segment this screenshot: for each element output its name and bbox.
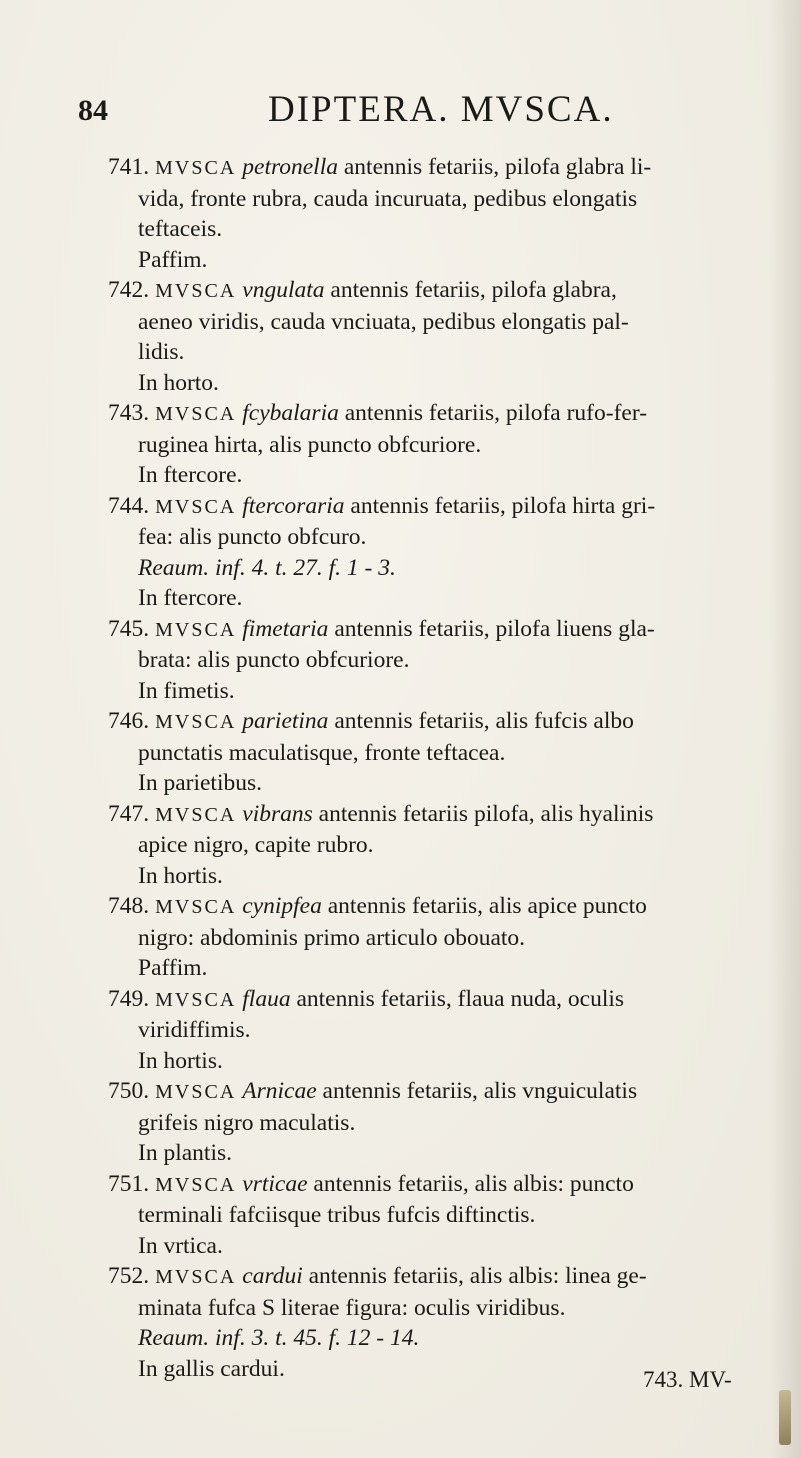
- habitat: In ftercore.: [138, 585, 243, 611]
- entry-first-line: [108, 1261, 773, 1293]
- habitat: In gallis cardui.: [138, 1355, 285, 1382]
- page-number: 84: [78, 94, 108, 127]
- entry-number: 752.: [108, 1263, 150, 1289]
- habitat: In hortis.: [138, 1047, 223, 1074]
- entry-number: 745.: [108, 615, 150, 642]
- genus-name: MVSCA: [155, 403, 237, 425]
- habitat: In plantis.: [138, 1140, 232, 1166]
- species-name: petronella: [242, 154, 338, 180]
- description-text: antennis fetariis, pilofa hirta gri-: [350, 492, 656, 519]
- habitat: In horto.: [138, 369, 219, 396]
- description-line: apice nigro, capite rubro.: [138, 832, 374, 858]
- genus-name: MVSCA: [155, 1173, 237, 1196]
- entry-number: 746.: [108, 708, 150, 734]
- habitat: In vrtica.: [138, 1232, 223, 1259]
- species-name: vngulata: [242, 277, 325, 303]
- genus-name: MVSCA: [155, 988, 237, 1011]
- genus-name: MVSCA: [155, 618, 237, 641]
- species-entry: [108, 1169, 773, 1262]
- species-name: cynipfea: [242, 893, 322, 919]
- entry-first-line: [108, 1169, 773, 1201]
- species-entry: [108, 984, 773, 1077]
- genus-name: MVSCA: [155, 157, 237, 179]
- entry-number: 744.: [108, 492, 150, 519]
- page-edge-mark: [779, 1390, 791, 1445]
- species-name: Arnicae: [242, 1078, 317, 1104]
- entry-number: 747.: [108, 800, 150, 827]
- genus-name: MVSCA: [155, 711, 237, 733]
- habitat: In fimetis.: [138, 677, 235, 704]
- entry-number: 751.: [108, 1170, 150, 1197]
- entry-first-line: [108, 152, 773, 184]
- species-name: cardui: [242, 1263, 303, 1289]
- entry-number: 741.: [108, 154, 150, 180]
- genus-name: MVSCA: [155, 803, 237, 826]
- description-text: antennis fetariis, pilofa rufo-fer-: [344, 400, 648, 426]
- entry-number: 748.: [108, 893, 150, 919]
- species-entry: [108, 614, 773, 707]
- species-entry: [108, 275, 773, 398]
- habitat: In ftercore.: [138, 462, 243, 488]
- description-line: teftaceis.: [138, 216, 223, 242]
- description-text: antennis fetariis, pilofa liuens gla-: [334, 615, 655, 642]
- entry-first-line: [108, 891, 773, 923]
- description-text: antennis fetariis, alis vnguiculatis: [322, 1078, 638, 1104]
- species-entries: [108, 152, 773, 1384]
- entry-first-line: [108, 799, 773, 831]
- entry-first-line: [108, 706, 773, 738]
- species-entry: [108, 491, 773, 614]
- entry-number: 742.: [108, 277, 150, 303]
- species-name: vibrans: [242, 800, 313, 827]
- genus-name: MVSCA: [155, 280, 237, 302]
- description-text: antennis fetariis, alis apice puncto: [327, 893, 647, 919]
- species-entry: [108, 706, 773, 799]
- species-entry: [108, 1076, 773, 1169]
- species-name: parietina: [242, 708, 329, 734]
- entry-first-line: [108, 491, 773, 523]
- species-entry: [108, 891, 773, 984]
- description-line: brata: alis puncto obfcuriore.: [138, 647, 410, 673]
- description-line: minata fufca S literae figura: oculis viridibus.: [138, 1294, 566, 1321]
- description-text: antennis fetariis, pilofa glabra li-: [343, 154, 652, 180]
- entry-number: 750.: [108, 1078, 150, 1104]
- genus-name: MVSCA: [155, 495, 237, 518]
- habitat: Paffim.: [138, 246, 208, 273]
- genus-name: MVSCA: [155, 896, 237, 918]
- species-name: ftercoraria: [242, 492, 345, 519]
- description-line: terminali fafciisque tribus fufcis diftinctis.: [138, 1202, 536, 1228]
- species-name: vrticae: [242, 1170, 308, 1197]
- description-line: lidis.: [138, 339, 185, 365]
- description-line: ruginea hirta, alis puncto obfcuriore.: [138, 431, 482, 458]
- species-entry: [108, 398, 773, 491]
- running-title: DIPTERA. MVSCA.: [268, 89, 614, 130]
- reference-citation: Reaum. inf. 4. t. 27. f. 1 - 3.: [138, 554, 396, 581]
- species-entry: [108, 1261, 773, 1384]
- genus-name: MVSCA: [155, 1266, 237, 1288]
- description-line: nigro: abdominis primo articulo obouato.: [138, 924, 526, 951]
- species-name: fcybalaria: [242, 400, 339, 426]
- description-text: antennis fetariis, flaua nuda, oculis: [296, 985, 625, 1012]
- species-name: fimetaria: [242, 615, 329, 642]
- description-line: punctatis maculatisque, fronte teftacea.: [138, 739, 506, 766]
- entry-first-line: [108, 398, 773, 430]
- habitat: In parietibus.: [138, 770, 262, 796]
- habitat: Paffim.: [138, 955, 208, 981]
- description-text: antennis fetariis, alis albis: puncto: [313, 1170, 634, 1197]
- entry-first-line: [108, 1076, 773, 1108]
- page-header: [78, 88, 738, 132]
- description-text: antennis fetariis, alis albis: linea ge-: [308, 1263, 647, 1289]
- entry-number: 743.: [108, 400, 150, 426]
- description-line: vida, fronte rubra, cauda incuruata, pedibus elongatis: [138, 185, 638, 212]
- description-line: aeneo viridis, cauda vnciuata, pedibus elongatis pal-: [138, 308, 629, 335]
- description-line: fea: alis puncto obfcuro.: [138, 524, 367, 550]
- species-entry: [108, 799, 773, 892]
- species-entry: [108, 152, 773, 275]
- catchword: 743. MV-: [643, 1367, 732, 1392]
- species-name: flaua: [242, 985, 291, 1012]
- reference-citation: Reaum. inf. 3. t. 45. f. 12 - 14.: [138, 1325, 420, 1351]
- entry-first-line: [108, 984, 773, 1016]
- description-text: antennis fetariis, alis fufcis albo: [334, 708, 634, 734]
- entry-first-line: [108, 614, 773, 646]
- description-line: grifeis nigro maculatis.: [138, 1109, 356, 1136]
- entry-first-line: [108, 275, 773, 307]
- habitat: In hortis.: [138, 862, 223, 889]
- entry-number: 749.: [108, 985, 150, 1012]
- description-text: antennis fetariis, pilofa glabra,: [330, 277, 617, 303]
- genus-name: MVSCA: [155, 1081, 237, 1103]
- description-line: viridiffimis.: [138, 1017, 251, 1043]
- description-text: antennis fetariis pilofa, alis hyalinis: [318, 800, 654, 827]
